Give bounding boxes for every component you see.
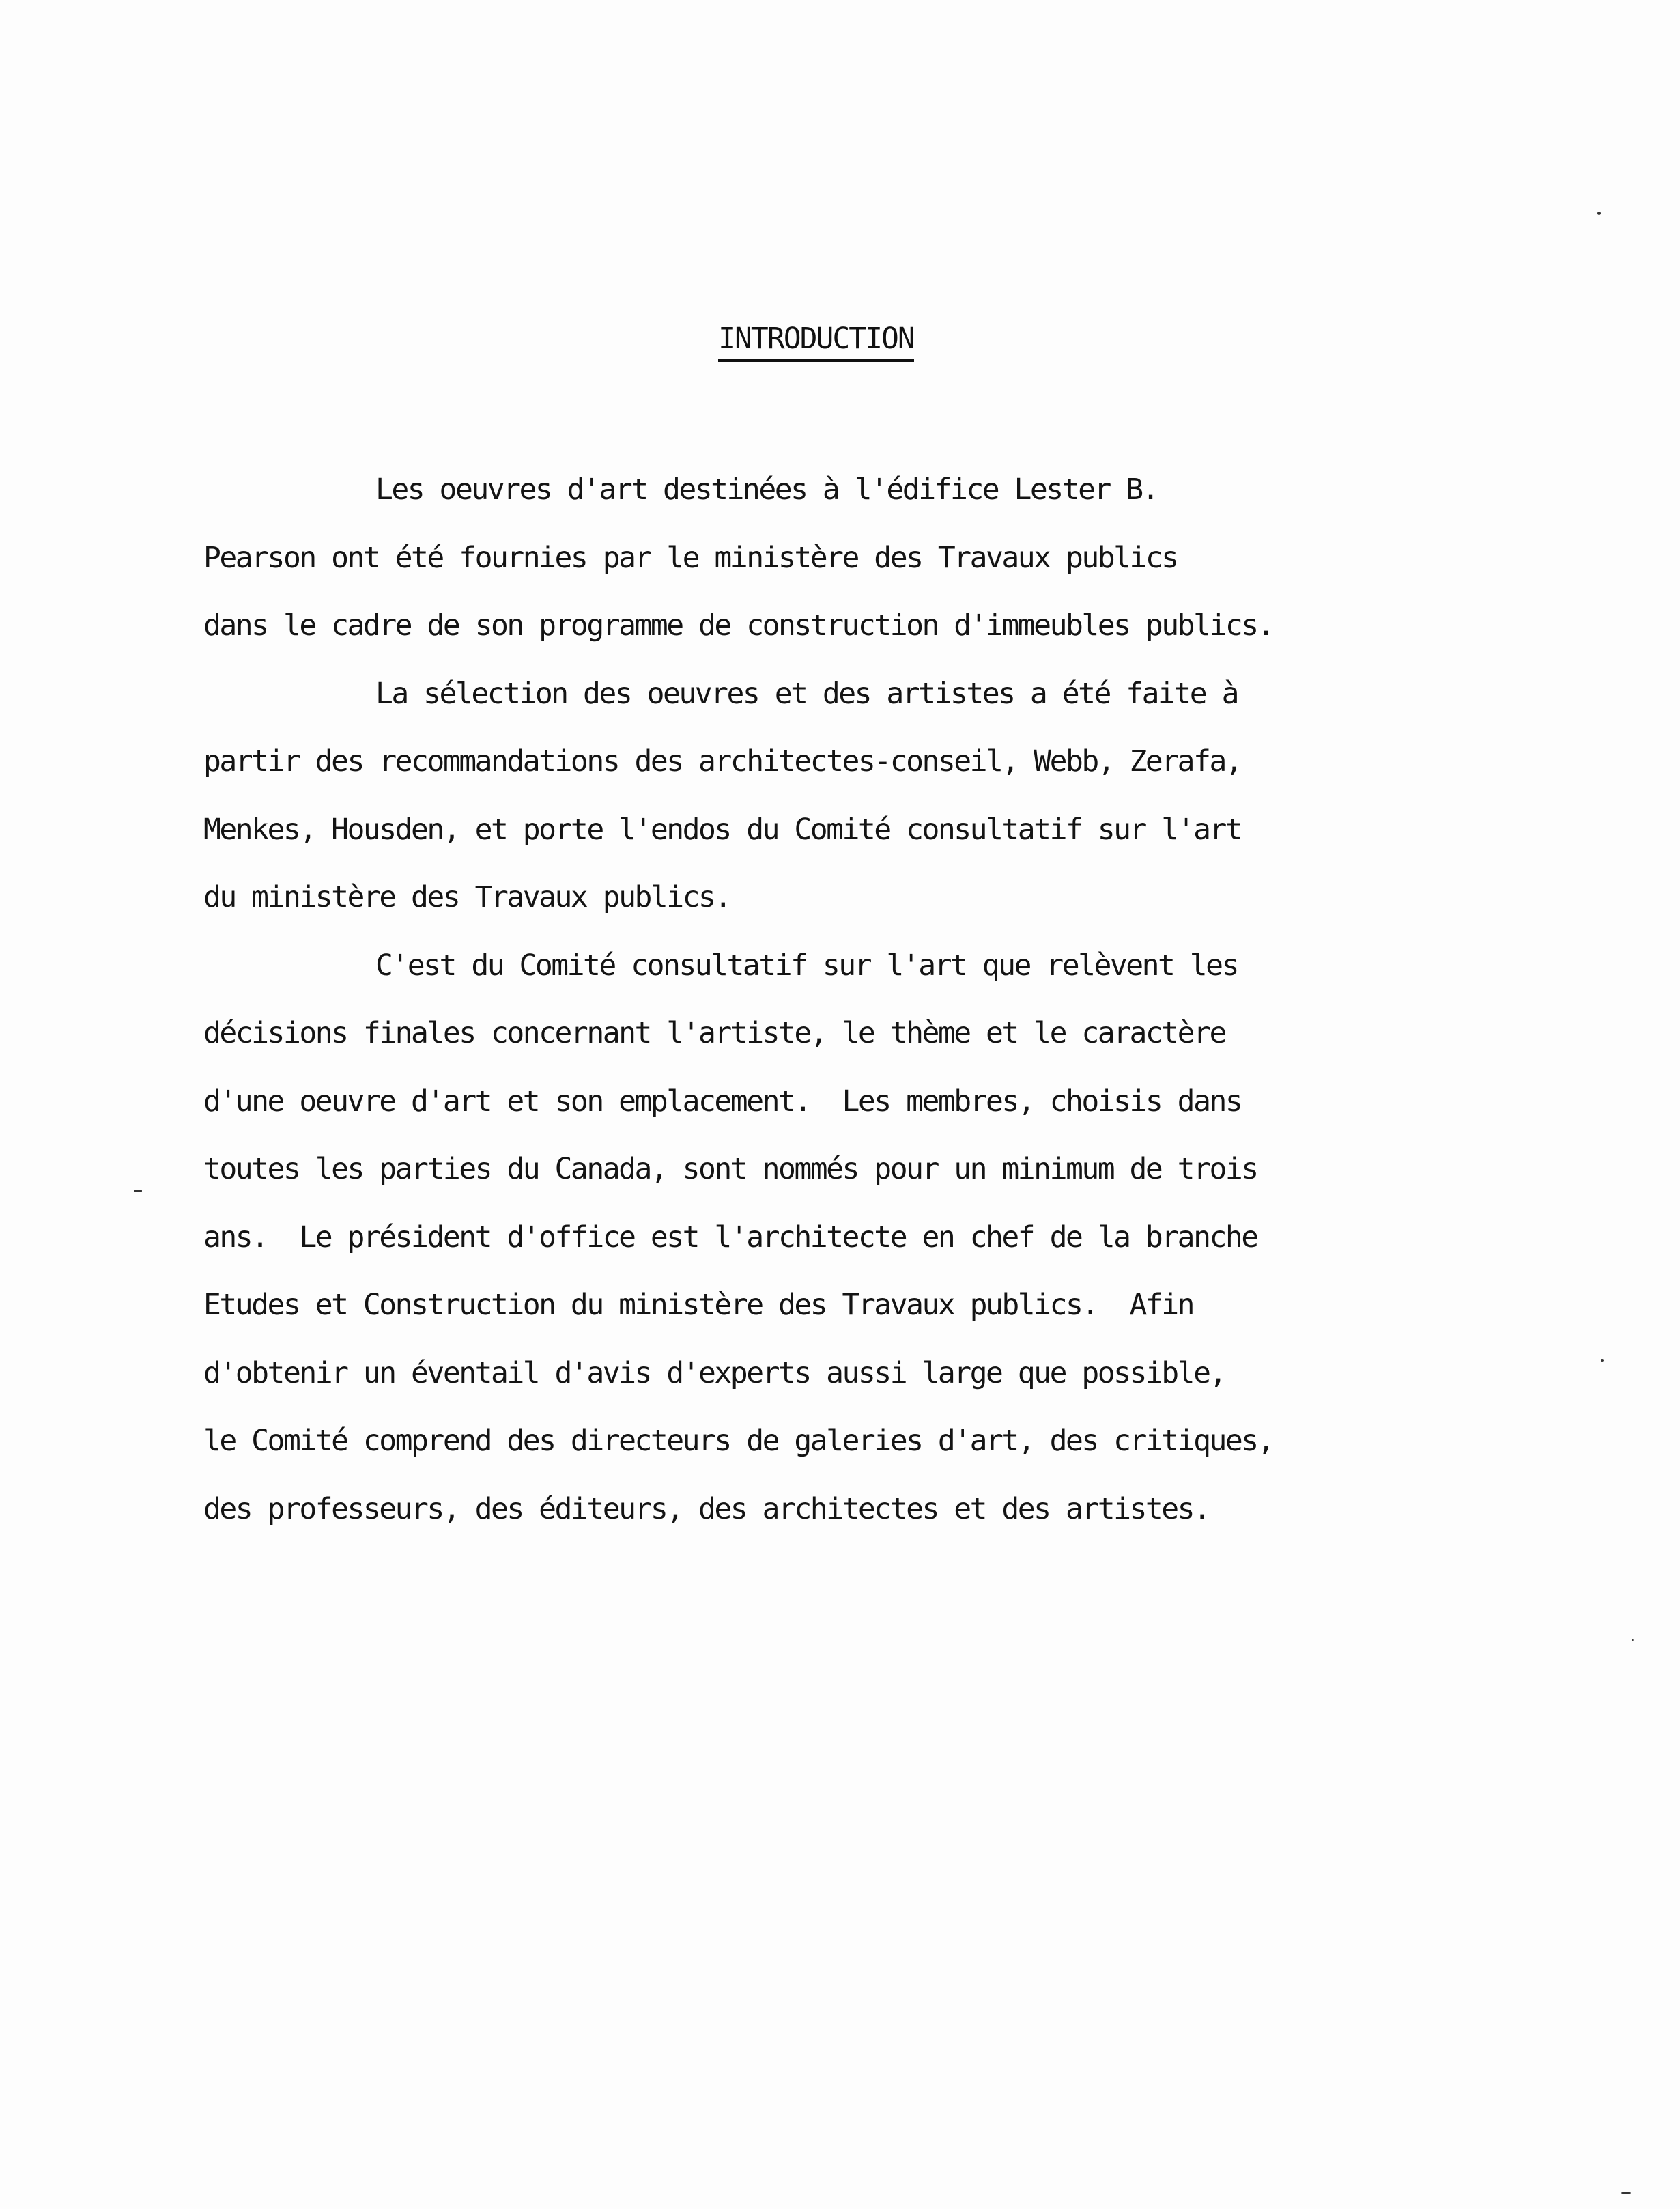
text-line: partir des recommandations des architectes-conseil, Webb, Zerafa, xyxy=(203,744,1242,778)
text-line: décisions finales concernant l'artiste, le thème et le caractère xyxy=(203,1016,1225,1050)
scan-speck xyxy=(1632,1639,1634,1641)
text-line: Etudes et Construction du ministère des Travaux publics. Afin xyxy=(203,1288,1194,1322)
scan-speck xyxy=(1601,1359,1604,1362)
text-line: C'est du Comité consultatif sur l'art que relèvent les xyxy=(375,948,1238,983)
text-line: du ministère des Travaux publics. xyxy=(203,880,730,914)
text-line: des professeurs, des éditeurs, des architectes et des artistes. xyxy=(203,1491,1210,1526)
page-title: INTRODUCTION xyxy=(718,320,914,362)
paragraph-3 xyxy=(203,932,1378,1544)
text-line: dans le cadre de son programme de construction d'immeubles publics. xyxy=(203,608,1274,643)
text-line: Menkes, Housden, et porte l'endos du Comité consultatif sur l'art xyxy=(203,812,1242,847)
document-body xyxy=(203,456,1378,1543)
text-line: Les oeuvres d'art destinées à l'édifice Lester B. xyxy=(375,473,1158,507)
scan-speck xyxy=(134,1190,142,1192)
scan-speck xyxy=(1597,212,1601,215)
text-line: d'obtenir un éventail d'avis d'experts aussi large que possible, xyxy=(203,1355,1225,1390)
paragraph-1 xyxy=(203,456,1378,660)
text-line: toutes les parties du Canada, sont nommés pour un minimum de trois xyxy=(203,1152,1257,1186)
text-line: ans. Le président d'office est l'architecte en chef de la branche xyxy=(203,1220,1257,1254)
text-line: le Comité comprend des directeurs de galeries d'art, des critiques, xyxy=(203,1424,1274,1458)
page-title-container xyxy=(0,320,1680,362)
text-line: La sélection des oeuvres et des artistes a été faite à xyxy=(375,676,1238,711)
scan-speck xyxy=(1621,2192,1631,2194)
text-line: Pearson ont été fournies par le ministère des Travaux publics xyxy=(203,540,1178,575)
text-line: d'une oeuvre d'art et son emplacement. Les membres, choisis dans xyxy=(203,1084,1242,1118)
paragraph-2 xyxy=(203,660,1378,932)
